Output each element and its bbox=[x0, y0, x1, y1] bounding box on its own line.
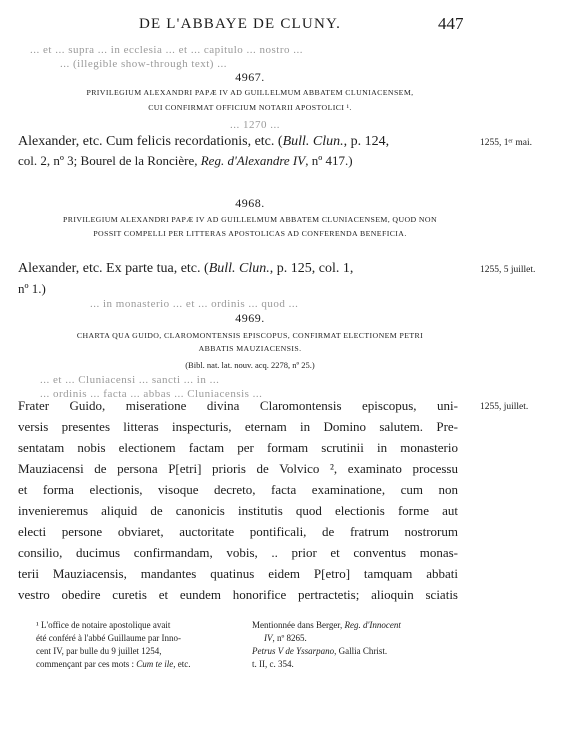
summary-citation: Bull. Clun. bbox=[282, 134, 344, 149]
footnote-line bbox=[264, 633, 307, 644]
charter-number: 4967. bbox=[235, 70, 265, 84]
footnote-line: cent IV, par bulle du 9 juillet 1254, bbox=[36, 646, 162, 656]
footnote-text: , nº 8265. bbox=[272, 633, 307, 643]
charter-text-line: sentatam nobis electionem factam per formam scrutinii in monasterio bbox=[18, 440, 458, 455]
charter-title: CUI CONFIRMAT OFFICIUM NOTARII APOSTOLICI ¹. bbox=[148, 103, 352, 112]
charter-title: CHARTA QUA GUIDO, CLAROMONTENSIS EPISCOPUS, CONFIRMAT ELECTIONEM PETRI bbox=[76, 331, 424, 340]
charter-number: 4968. bbox=[235, 196, 265, 210]
page-number: 447 bbox=[438, 14, 464, 33]
footnote-citation: IV bbox=[264, 633, 273, 643]
charter-text-line: versis presentes litteras inspecturis, eternam in Domino salutem. Pre- bbox=[18, 419, 458, 434]
charter-text-line: Mauziacensi de persona P[etri] prioris de Volvico ², examinato processu bbox=[18, 461, 458, 476]
bleed-through-text: ... 1270 ... bbox=[230, 119, 280, 131]
summary-text: , nº 417.) bbox=[305, 153, 353, 168]
summary-text: Alexander, etc. Cum felicis recordationis, etc. ( bbox=[18, 134, 283, 149]
charter-text-line: electi persone obviaret, auctoritate pontificali, de fratrum nostrorum bbox=[18, 524, 458, 539]
charter-text-line: vestro obedire curetis et eundem honorifice pertractetis; alioquin sciatis bbox=[18, 587, 458, 602]
running-head: DE L'ABBAYE DE CLUNY. bbox=[138, 16, 342, 32]
source-reference: (Bibl. nat. lat. nouv. acq. 2278, nº 25.) bbox=[185, 360, 315, 370]
bleed-through-text: ... et ... Cluniacensi ... sancti ... in ... bbox=[40, 374, 220, 386]
footnote-line: t. II, c. 354. bbox=[252, 659, 294, 669]
bleed-through-text: ... (illegible show-through text) ... bbox=[60, 58, 227, 70]
margin-date: 1255, 1ᵉʳ mai. bbox=[480, 138, 532, 148]
footnote-citation: Petrus V de Yssarpano bbox=[252, 646, 335, 656]
charter-summary bbox=[18, 260, 353, 278]
footnote-line bbox=[252, 646, 387, 657]
footnote-text: Mentionnée dans Berger, bbox=[252, 620, 345, 630]
charter-title: POSSIT COMPELLI PER LITTERAS APOSTOLICAS AD CONFERENDA BENEFICIA. bbox=[93, 229, 407, 238]
bleed-through-text: ... et ... supra ... in ecclesia ... et ... capitulo ... nostro ... bbox=[30, 44, 303, 56]
charter-title: ABBATIS MAUZIACENSIS. bbox=[198, 344, 302, 353]
footnote-citation: Reg. d'Innocent bbox=[344, 620, 401, 630]
bleed-through-text: ... ordinis ... facta ... abbas ... Cluniacensis ... bbox=[40, 388, 263, 400]
summary-text: col. 2, nº 3; Bourel de la Roncière, bbox=[18, 153, 201, 168]
summary-citation: Bull. Clun. bbox=[208, 261, 270, 276]
footnote-line: été conféré à l'abbé Guillaume par Inno- bbox=[36, 633, 182, 643]
charter-text-line: invenieremus aliquid de canonicis institutis quod electionis forme aut bbox=[18, 503, 458, 518]
footnote-line bbox=[252, 620, 401, 631]
charter-number: 4969. bbox=[235, 311, 265, 325]
charter-title: PRIVILEGIUM ALEXANDRI PAPÆ IV AD GUILLELMUM ABBATEM CLUNIACENSEM, bbox=[86, 88, 414, 97]
footnote-incipit: Cum te ile bbox=[136, 659, 174, 669]
bleed-through-text: ... in monasterio ... et ... ordinis ... quod ... bbox=[90, 298, 299, 310]
footnote-line: ¹ L'office de notaire apostolique avait bbox=[36, 620, 171, 630]
charter-summary bbox=[18, 133, 389, 151]
footnote-text: commençant par ces mots : bbox=[36, 659, 137, 669]
charter-summary: nº 1.) bbox=[18, 281, 46, 296]
charter-text-line: consilio, ducimus confirmandam, vobis, .. prior et conventus monas- bbox=[18, 545, 458, 560]
margin-date: 1255, 5 juillet. bbox=[480, 265, 536, 275]
footnote-text: , Gallia Christ. bbox=[334, 646, 388, 656]
charter-summary bbox=[18, 152, 353, 170]
summary-citation: Reg. d'Alexandre IV bbox=[200, 153, 306, 168]
margin-date: 1255, juillet. bbox=[480, 402, 529, 412]
summary-text: Alexander, etc. Ex parte tua, etc. ( bbox=[18, 261, 209, 276]
charter-text-line: et forma electionis, visoque decreto, facta examinatione, cum non bbox=[18, 482, 458, 497]
charter-text-line: terii Mauziacensis, mandantes quatinus eidem P[etro] tamquam abbati bbox=[18, 566, 458, 581]
footnote-line bbox=[36, 659, 190, 670]
summary-text: , p. 125, col. 1, bbox=[269, 261, 354, 276]
charter-text-line: Frater Guido, miseratione divina Claromontensis episcopus, uni- bbox=[18, 398, 458, 413]
footnote-text: , etc. bbox=[173, 659, 191, 669]
charter-title: PRIVILEGIUM ALEXANDRI PAPÆ IV AD GUILLELMUM ABBATEM CLUNIACENSEM, QUOD NON bbox=[63, 215, 437, 224]
summary-text: , p. 124, bbox=[343, 134, 390, 149]
